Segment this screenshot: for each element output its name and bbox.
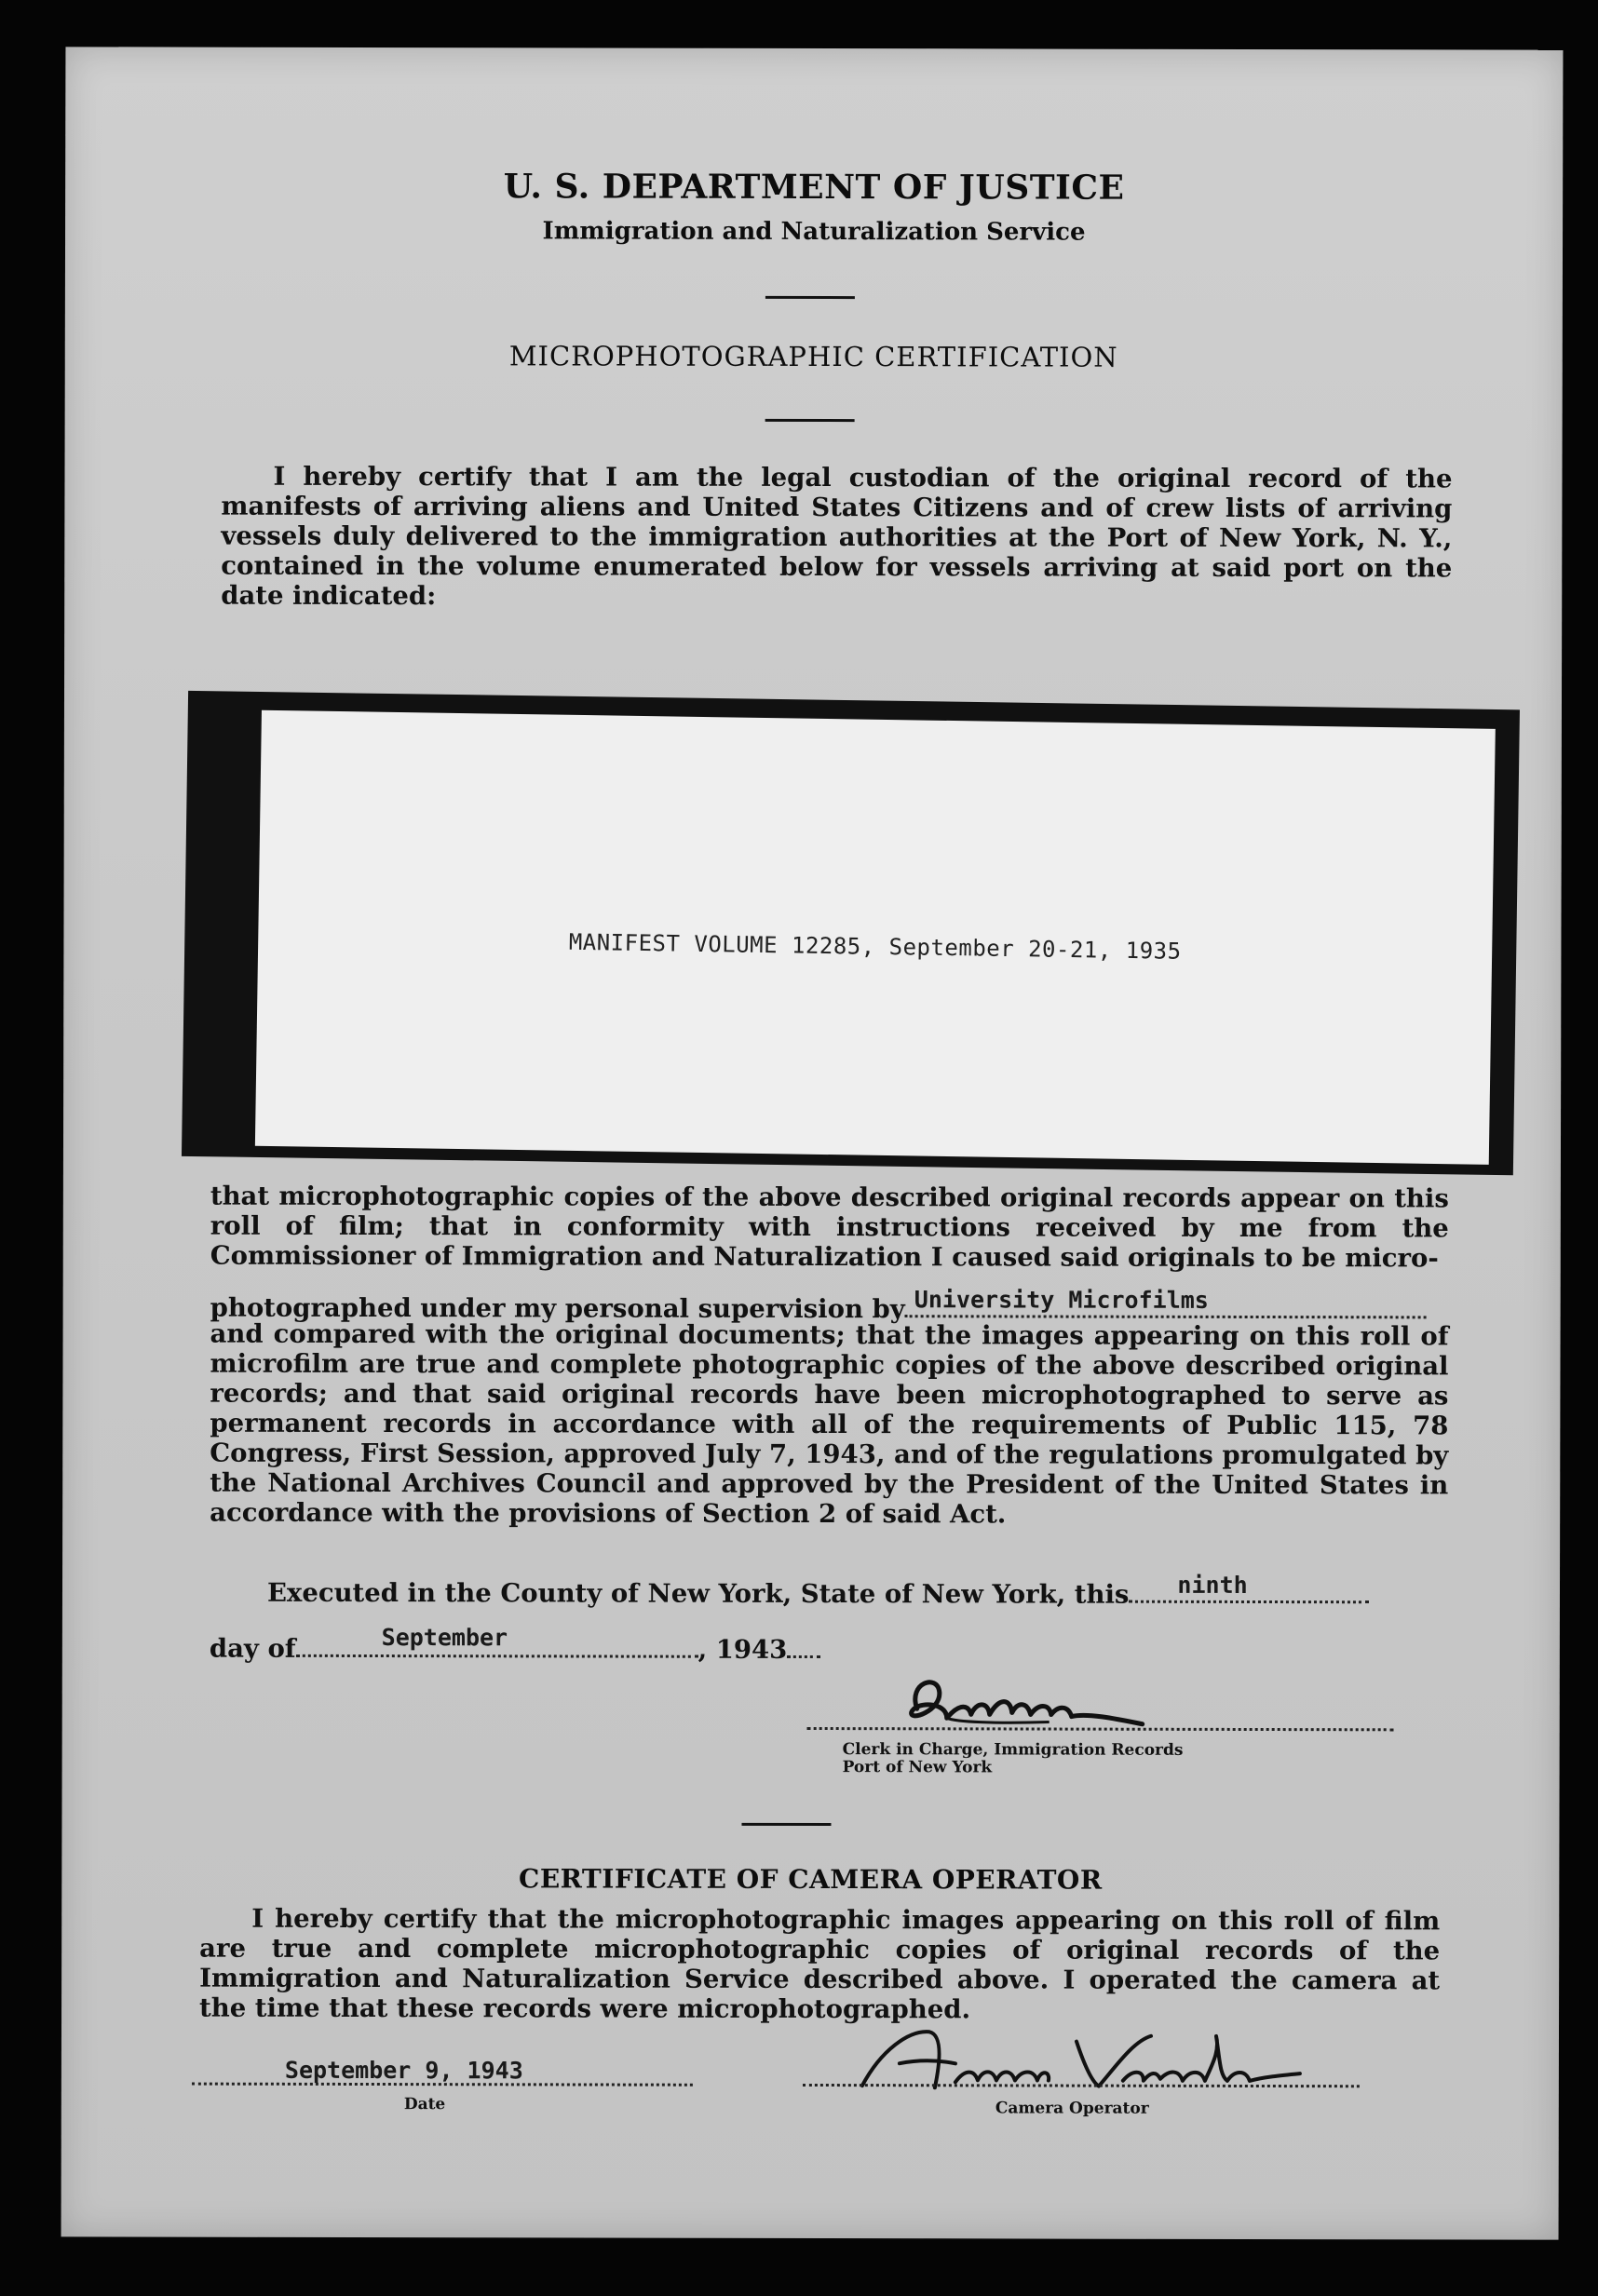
year-value: , 1943	[697, 1634, 788, 1665]
intro-paragraph: I hereby certify that I am the legal custodian of the original record of the manifests of arriving aliens and United States Citizens and of crew lists of arriving vessels duly delivered to the immigration authorities at the Port of New York, N. Y., contained in the volume enumerated below for vessels arriving at said port on the date indicated:	[221, 461, 1453, 612]
day-of-label: day of	[209, 1633, 296, 1664]
execution-prefix: Executed in the County of New York, State of New York, this	[266, 1577, 1130, 1610]
camera-date-value: September 9, 1943	[284, 2056, 523, 2085]
certificate-paper	[61, 47, 1564, 2239]
month-value: September	[381, 1624, 508, 1652]
header-divider-bottom	[765, 419, 855, 422]
service-subheading: Immigration and Naturalization Service	[542, 217, 1086, 247]
day-value: ninth	[1177, 1571, 1248, 1599]
clerk-title-line2: Port of New York	[842, 1758, 993, 1777]
manifest-volume-text: MANIFEST VOLUME 12285, September 20-21, 1935	[568, 928, 1182, 965]
camera-certificate-paragraph: I hereby certify that the microphotographic images appearing on this roll of film are true and complete microphotographic copies of original records of the Immigration and Naturalization Service described above. I operated the camera at the time that these records were microphotographed.	[199, 1903, 1441, 2025]
body-paragraph-part1: that microphotographic copies of the above described original records appear on this roll of film; that in conformity with instructions received by me from the Commissioner of Immigration and Naturalization I caused said originals to be micro-	[210, 1181, 1449, 1274]
photographer-value: University Microfilms	[914, 1286, 1209, 1314]
camera-operator-label: Camera Operator	[995, 2099, 1149, 2118]
certification-title: MICROPHOTOGRAPHIC CERTIFICATION	[508, 340, 1118, 373]
header-divider-top	[765, 296, 855, 299]
month-blank	[296, 1624, 698, 1658]
day-of-line	[209, 1624, 955, 1666]
year-dots	[787, 1655, 820, 1658]
date-label: Date	[403, 2095, 446, 2114]
photographer-blank	[905, 1286, 1427, 1318]
section-divider	[741, 1823, 831, 1826]
photographed-prefix: photographed under my personal supervision by	[210, 1292, 905, 1325]
camera-operator-signature	[844, 2022, 1347, 2107]
execution-line	[266, 1571, 1450, 1611]
body-paragraph-part2: and compared with the original documents; that the images appearing on this roll of microfilm are true and complete photographic copies of the above described original records; and that said original records have been microphotographed to serve as permanent records in accordance with all of the requirements of Public 115, 78 Congress, First Session, approved July 7, 1943, and of the regulations promulgated by the National Archives Council and approved by the President of the United States in accordance with the provisions of Section 2 of said Act.	[210, 1318, 1449, 1530]
day-blank	[1129, 1571, 1369, 1604]
manifest-slip	[255, 710, 1496, 1165]
camera-certificate-heading: CERTIFICATE OF CAMERA OPERATOR	[519, 1863, 1103, 1896]
clerk-title-line1: Clerk in Charge, Immigration Records	[842, 1740, 1184, 1760]
department-heading: U. S. DEPARTMENT OF JUSTICE	[503, 167, 1125, 208]
